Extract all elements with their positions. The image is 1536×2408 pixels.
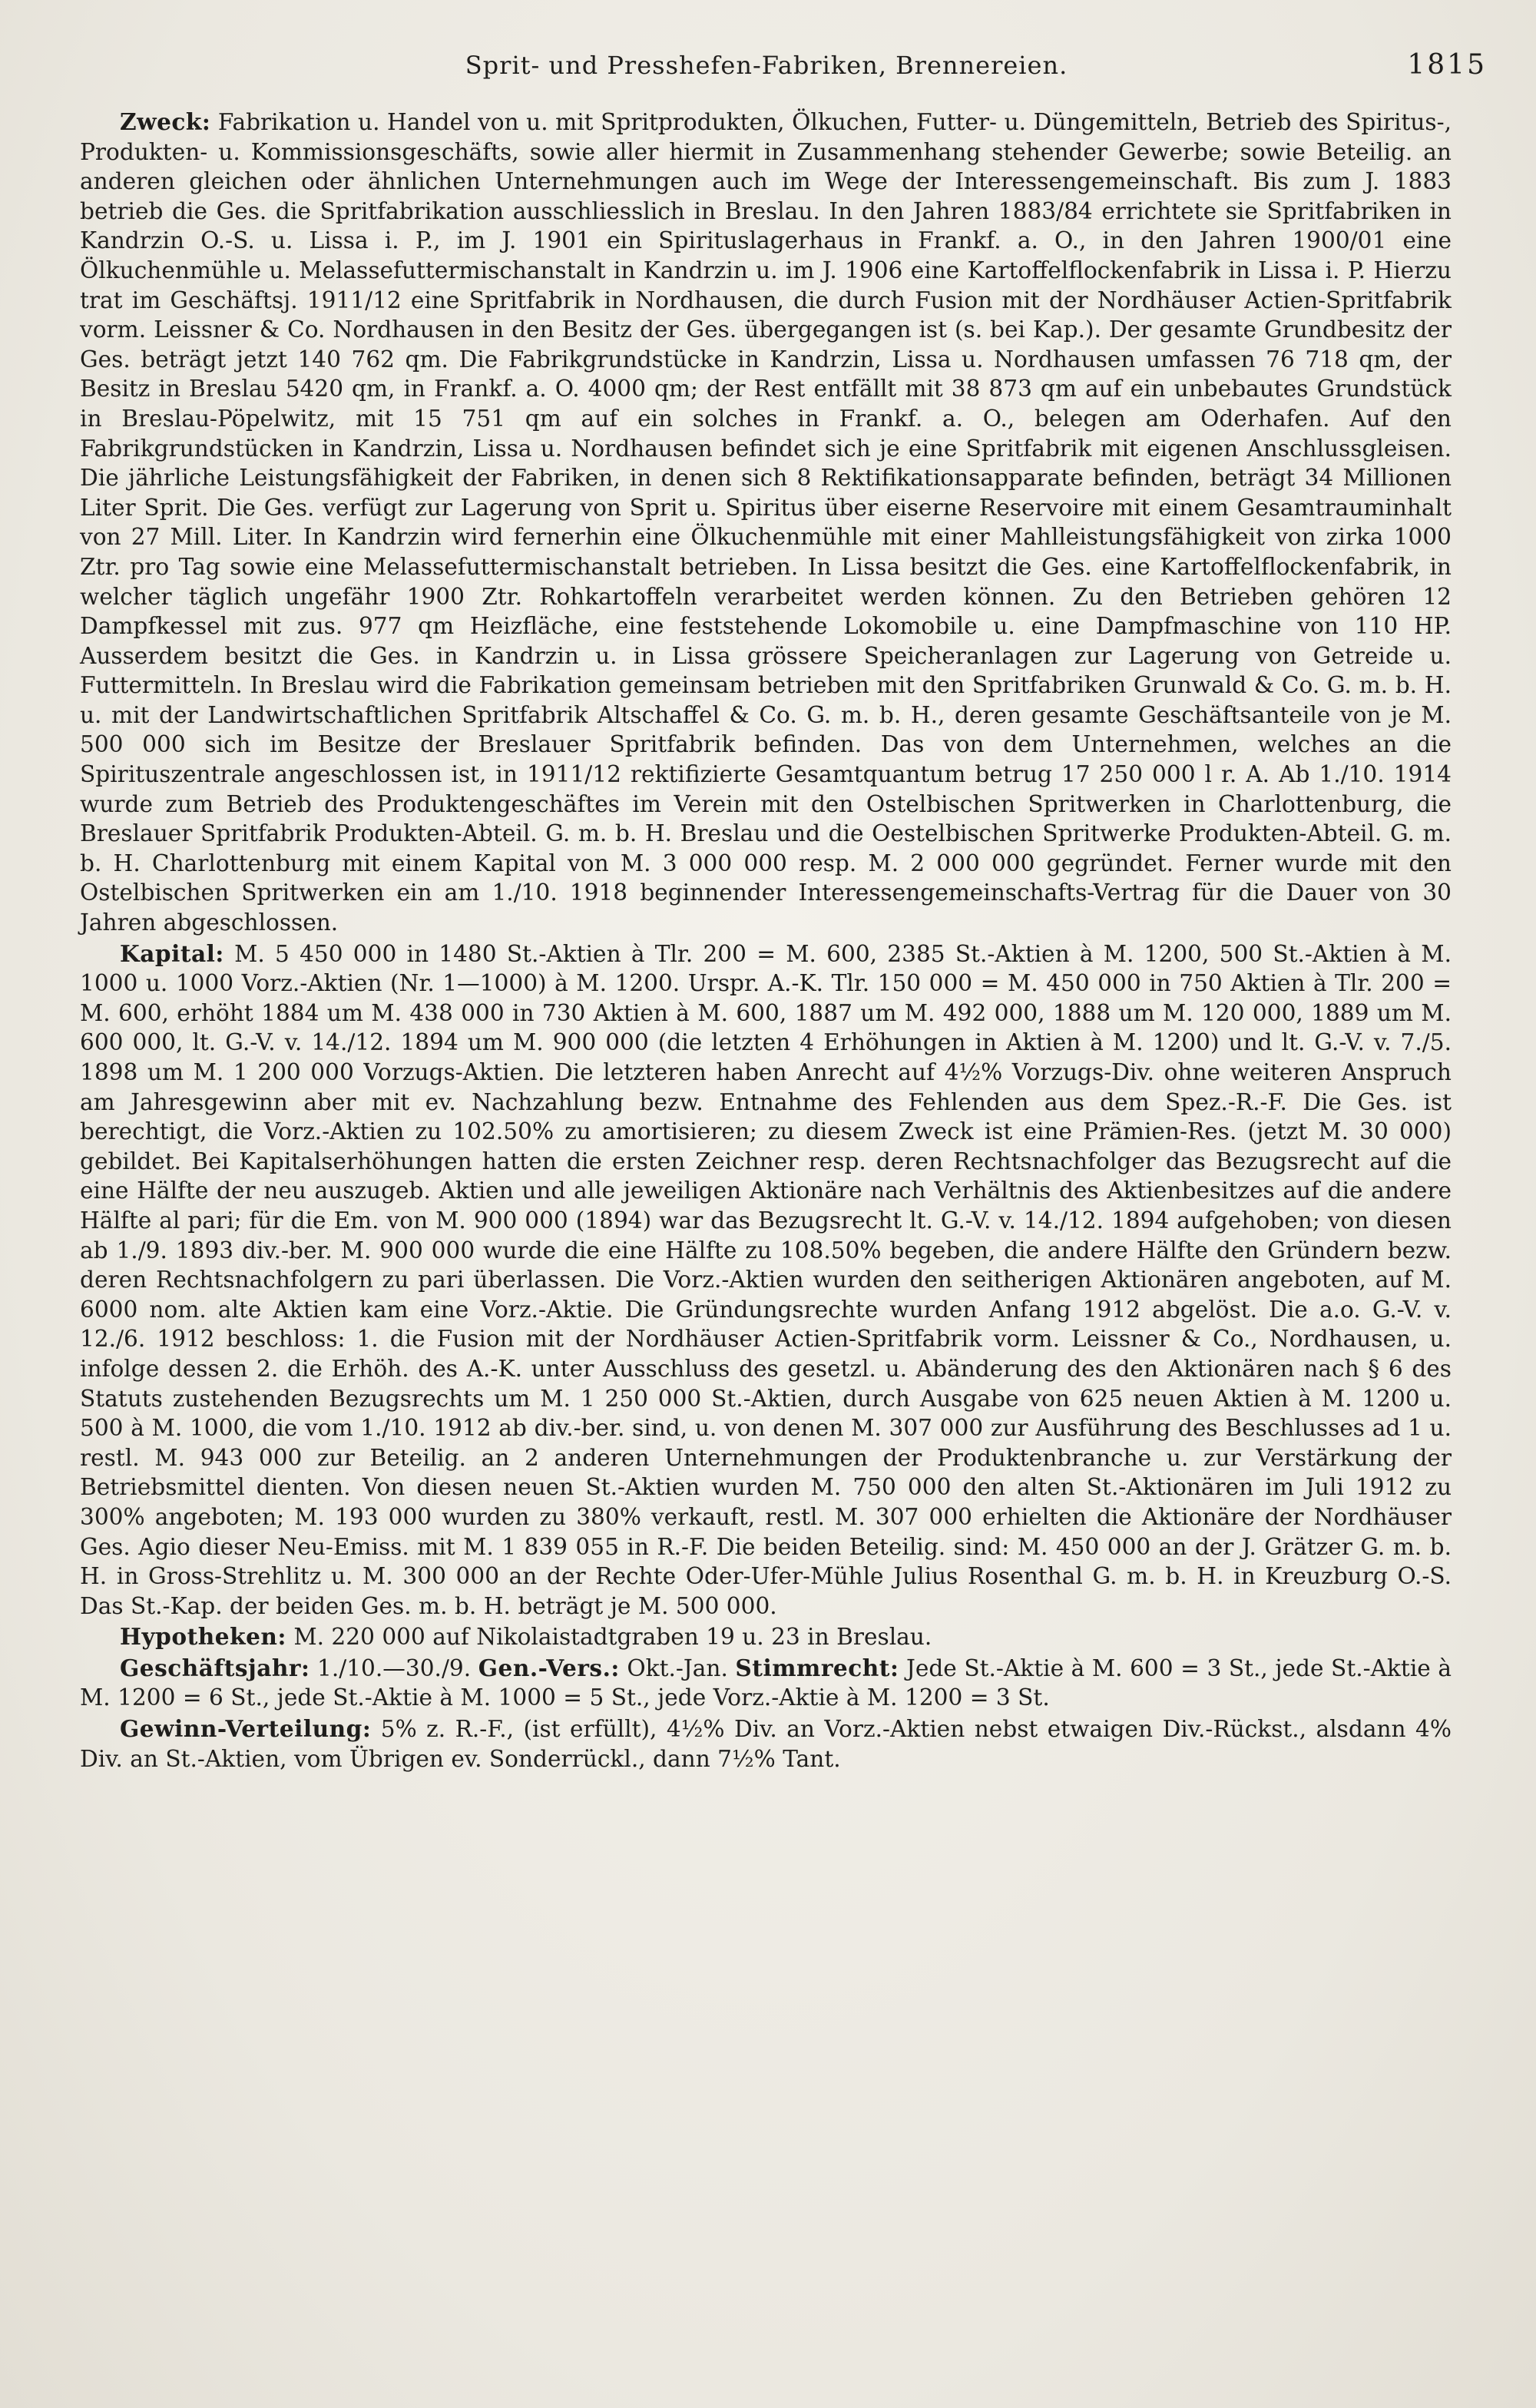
zweck-label: Zweck:: [120, 108, 211, 135]
gewinn-label: Gewinn-Verteilung:: [120, 1715, 372, 1743]
running-title: Sprit- und Presshefen-Fabriken, Brennereien.: [465, 51, 1068, 80]
stimmrecht-text: Jede St.-Aktie à M. 600 = 3 St., jede St.-Aktie à M. 1200 = 6 St., jede St.-Aktie à M. 1000 = 5 St., jede Vorz.-Aktie à M. 1200 = 3 St.: [80, 1654, 1452, 1711]
zweck-paragraph: [80, 108, 1452, 938]
hypotheken-text: M. 220 000 auf Nikolaistadtgraben 19 u. 23 in Breslau.: [293, 1624, 932, 1651]
zweck-text: Fabrikation u. Handel von u. mit Spritprodukten, Ölkuchen, Futter- u. Düngemitteln, Betrieb des Spiritus-, Produkten- u. Kommissionsgeschäfts, sowie aller hiermit in Zusammenhang stehender Gewerbe; sowie Beteilig. an anderen gleichen oder ähnlichen Unternehmungen auch im Wege der Interessengemeinschaft. Bis zum J. 1883 betrieb die Ges. die Spritfabrikation ausschliesslich in Breslau. In den Jahren 1883/84 errichtete sie Spritfabriken in Kandrzin O.-S. u. Lissa i. P., im J. 1901 ein Spirituslagerhaus in Frankf. a. O., in den Jahren 1900/01 eine Ölkuchenmühle u. Melassefuttermischanstalt in Kandrzin u. im J. 1906 eine Kartoffelflockenfabrik in Lissa i. P. Hierzu trat im Geschäftsj. 1911/12 eine Spritfabrik in Nordhausen, die durch Fusion mit der Nordhäuser Actien-Spritfabrik vorm. Leissner & Co. Nordhausen in den Besitz der Ges. übergegangen ist (s. bei Kap.). Der gesamte Grundbesitz der Ges. beträgt jetzt 140 762 qm. Die Fabrikgrundstücke in Kandrzin, Lissa u. Nordhausen umfassen 76 718 qm, der Besitz in Breslau 5420 qm, in Frankf. a. O. 4000 qm; der Rest entfällt mit 38 873 qm auf ein unbebautes Grundstück in Breslau-Pöpelwitz, mit 15 751 qm auf ein solches in Frankf. a. O., belegen am Oderhafen. Auf den Fabrikgrundstücken in Kandrzin, Lissa u. Nordhausen befindet sich je eine Spritfabrik mit eigenen Anschlussgleisen. Die jährliche Leistungsfähigkeit der Fabriken, in denen sich 8 Rektifikationsapparate befinden, beträgt 34 Millionen Liter Sprit. Die Ges. verfügt zur Lagerung von Sprit u. Spiritus über eiserne Reservoire mit einem Gesamtrauminhalt von 27 Mill. Liter. In Kandrzin wird fernerhin eine Ölkuchenmühle mit einer Mahlleistungsfähigkeit von zirka 1000 Ztr. pro Tag sowie eine Melassefuttermischanstalt betrieben. In Lissa besitzt die Ges. eine Kartoffelflockenfabrik, in welcher täglich ungefähr 1900 Ztr. Rohkartoffeln verarbeitet werden können. Zu den Betrieben gehören 12 Dampfkessel mit zus. 977 qm Heizfläche, eine feststehende Lokomobile u. eine Dampfmaschine von 110 HP. Ausserdem besitzt die Ges. in Kandrzin u. in Lissa grössere Speicheranlagen zur Lagerung von Getreide u. Futtermitteln. In Breslau wird die Fabrikation gemeinsam betrieben mit den Spritfabriken Grunwald & Co. G. m. b. H. u. mit der Landwirtschaftlichen Spritfabrik Altschaffel & Co. G. m. b. H., deren gesamte Geschäftsanteile von je M. 500 000 sich im Besitze der Breslauer Spritfabrik befinden. Das von dem Unternehmen, welches an die Spirituszentrale angeschlossen ist, in 1911/12 rektifizierte Gesamtquantum betrug 17 250 000 l r. A. Ab 1./10. 1914 wurde zum Betrieb des Produktengeschäftes im Verein mit den Ostelbischen Spritwerken in Charlottenburg, die Breslauer Spritfabrik Produkten-Abteil. G. m. b. H. Breslau und die Oestelbischen Spritwerke Produkten-Abteil. G. m. b. H. Charlottenburg mit einem Kapital von M. 3 000 000 resp. M. 2 000 000 gegründet. Ferner wurde mit den Ostelbischen Spritwerken ein am 1./10. 1918 beginnender Interessengemeinschafts-Vertrag für die Dauer von 30 Jahren abgeschlossen.: [80, 109, 1452, 936]
gewinn-text: 5% z. R.-F., (ist erfüllt), 4½% Div. an Vorz.-Aktien nebst etwaigen Div.-Rückst., alsdann 4% Div. an St.-Aktien, vom Übrigen ev. Sonderrückl., dann 7½% Tant.: [80, 1716, 1452, 1772]
kapital-paragraph: [80, 939, 1452, 1621]
kapital-label: Kapital:: [120, 939, 224, 967]
stimmrecht-label: Stimmrecht:: [735, 1654, 899, 1681]
page-number: 1815: [1407, 49, 1487, 81]
kapital-text: M. 5 450 000 in 1480 St.-Aktien à Tlr. 200 = M. 600, 2385 St.-Aktien à M. 1200, 500 St.-Aktien à M. 1000 u. 1000 Vorz.-Aktien (Nr. 1—1000) à M. 1200. Urspr. A.-K. Tlr. 150 000 = M. 450 000 in 750 Aktien à Tlr. 200 = M. 600, erhöht 1884 um M. 438 000 in 730 Aktien à M. 600, 1887 um M. 492 000, 1888 um M. 120 000, 1889 um M. 600 000, lt. G.-V. v. 14./12. 1894 um M. 900 000 (die letzten 4 Erhöhungen in Aktien à M. 1200) und lt. G.-V. v. 7./5. 1898 um M. 1 200 000 Vorzugs-Aktien. Die letzteren haben Anrecht auf 4½% Vorzugs-Div. ohne weiteren Anspruch am Jahresgewinn aber mit ev. Nachzahlung bezw. Entnahme des Fehlenden aus dem Spez.-R.-F. Die Ges. ist berechtigt, die Vorz.-Aktien zu 102.50% zu amortisieren; zu diesem Zweck ist eine Prämien-Res. (jetzt M. 30 000) gebildet. Bei Kapitalserhöhungen hatten die ersten Zeichner resp. deren Rechtsnachfolger das Bezugsrecht auf die eine Hälfte der neu auszugeb. Aktien und alle jeweiligen Aktionäre nach Verhältnis des Aktienbesitzes auf die andere Hälfte al pari; für die Em. von M. 900 000 (1894) war das Bezugsrecht lt. G.-V. v. 14./12. 1894 aufgehoben; von diesen ab 1./9. 1893 div.-ber. M. 900 000 wurde die eine Hälfte zu 108.50% begeben, die andere Hälfte den Gründern bezw. deren Rechtsnachfolgern zu pari überlassen. Die Vorz.-Aktien wurden den seitherigen Aktionären angeboten, auf M. 6000 nom. alte Aktien kam eine Vorz.-Aktie. Die Gründungsrechte wurden Anfang 1912 abgelöst. Die a.o. G.-V. v. 12./6. 1912 beschloss: 1. die Fusion mit der Nordhäuser Actien-Spritfabrik vorm. Leissner & Co., Nordhausen, u. infolge dessen 2. die Erhöh. des A.-K. unter Ausschluss des gesetzl. u. Abänderung des den Aktionären nach § 6 des Statuts zustehenden Bezugsrechts um M. 1 250 000 St.-Aktien, durch Ausgabe von 625 neuen Aktien à M. 1200 u. 500 à M. 1000, die vom 1./10. 1912 ab div.-ber. sind, u. von denen M. 307 000 zur Ausführung des Beschlusses ad 1 u. restl. M. 943 000 zur Beteilig. an 2 anderen Unternehmungen der Produktenbranche u. zur Verstärkung der Betriebsmittel dienten. Von diesen neuen St.-Aktien wurden M. 750 000 den alten St.-Aktionären im Juli 1912 zu 300% angeboten; M. 193 000 wurden zu 380% verkauft, restl. M. 307 000 erhielten die Aktionäre der Nordhäuser Ges. Agio dieser Neu-Emiss. mit M. 1 839 055 in R.-F. Die beiden Beteilig. sind: M. 450 000 an der J. Grätzer G. m. b. H. in Gross-Strehlitz u. M. 300 000 an der Rechte Oder-Ufer-Mühle Julius Rosenthal G. m. b. H. in Kreuzburg O.-S. Das St.-Kap. der beiden Ges. m. b. H. beträgt je M. 500 000.: [80, 940, 1452, 1619]
page-body: [80, 108, 1452, 2373]
hypotheken-label: Hypotheken:: [120, 1623, 286, 1651]
gen-vers-text: Okt.-Jan.: [627, 1654, 728, 1681]
geschaeftsjahr-label: Geschäftsjahr:: [120, 1654, 310, 1681]
geschaeftsjahr-text: 1./10.—30./9.: [317, 1654, 472, 1681]
gewinn-paragraph: [80, 1714, 1452, 1774]
hypotheken-paragraph: [80, 1622, 1452, 1652]
gen-vers-label: Gen.-Vers.:: [478, 1654, 620, 1681]
geschaeftsjahr-paragraph: [80, 1654, 1452, 1713]
running-head: [46, 45, 1487, 91]
